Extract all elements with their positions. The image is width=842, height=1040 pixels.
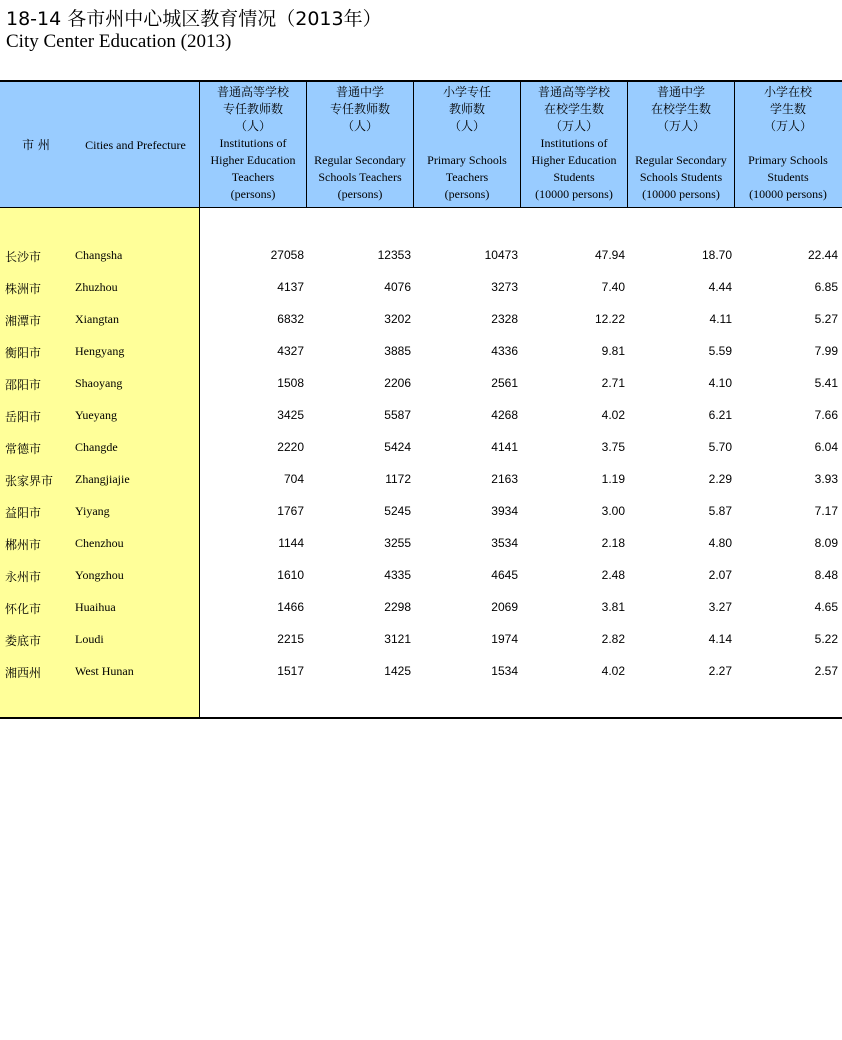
header-cn-line: 教师数	[448, 102, 485, 116]
value-cell: 2206	[384, 376, 411, 390]
value-cell: 1517	[277, 664, 304, 678]
header-en-line: Institutions of	[219, 136, 287, 150]
header-cn-line: （人）	[234, 119, 271, 133]
value-cell: 3121	[384, 632, 411, 646]
value-cell: 2163	[491, 472, 518, 486]
value-cell: 2.18	[601, 536, 625, 550]
value-cell: 4.02	[601, 664, 625, 678]
header-en-line: Schools Students	[639, 170, 723, 184]
value-cell: 6.21	[708, 408, 732, 422]
value-cell: 5.59	[708, 344, 732, 358]
city-name-en: Changde	[75, 440, 118, 454]
value-cell: 3273	[491, 280, 518, 294]
value-cell: 47.94	[594, 248, 625, 262]
value-cell: 5424	[384, 440, 411, 454]
header-city-en: Cities and Prefecture	[85, 137, 186, 152]
city-name-en: Yongzhou	[75, 568, 124, 582]
value-cell: 5.41	[814, 376, 838, 390]
header-en-line: Higher Education	[531, 153, 617, 167]
header-column-3	[414, 82, 520, 208]
page-title-cn: 18-14 各市州中心城区教育情况（2013年）	[6, 8, 382, 30]
table-row	[0, 272, 842, 304]
city-name-cn: 常德市	[5, 442, 42, 456]
city-name-en: Xiangtan	[75, 312, 119, 326]
table-row	[0, 528, 842, 560]
value-cell: 4645	[491, 568, 518, 582]
header-en-line: Primary Schools	[748, 153, 828, 167]
value-cell: 4327	[277, 344, 304, 358]
value-cell: 2561	[491, 376, 518, 390]
header-cn-line: 专任教师数	[329, 102, 390, 116]
city-name-en: Huaihua	[75, 600, 116, 614]
value-cell: 22.44	[807, 248, 838, 262]
value-cell: 8.48	[814, 568, 838, 582]
value-cell: 27058	[270, 248, 304, 262]
header-column-5	[628, 82, 734, 208]
header-cn-line: 普通中学	[656, 85, 705, 99]
value-cell: 1767	[277, 504, 304, 518]
table-row	[0, 560, 842, 592]
city-name-cn: 湘西州	[5, 666, 42, 680]
value-cell: 3.75	[601, 440, 625, 454]
value-cell: 6832	[277, 312, 304, 326]
value-cell: 6.04	[814, 440, 838, 454]
value-cell: 4268	[491, 408, 518, 422]
header-en-line: (10000 persons)	[749, 187, 827, 201]
value-cell: 4076	[384, 280, 411, 294]
value-cell: 1144	[278, 536, 304, 550]
header-en-line: (10000 persons)	[535, 187, 613, 201]
table-row	[0, 400, 842, 432]
city-name-cn: 衡阳市	[5, 346, 42, 360]
table-row	[0, 592, 842, 624]
value-cell: 4.65	[814, 600, 838, 614]
value-cell: 7.40	[601, 280, 625, 294]
header-en-line: Primary Schools	[427, 153, 507, 167]
value-cell: 8.09	[814, 536, 838, 550]
value-cell: 5.87	[708, 504, 732, 518]
city-name-cn: 永州市	[5, 570, 42, 584]
value-cell: 3.81	[601, 600, 625, 614]
header-en-line: (10000 persons)	[642, 187, 720, 201]
city-name-cn: 张家界市	[5, 474, 54, 488]
city-name-cn: 湘潭市	[5, 314, 42, 328]
city-name-cn: 益阳市	[5, 506, 42, 520]
value-cell: 12353	[377, 248, 411, 262]
value-cell: 7.66	[814, 408, 838, 422]
header-en-line: (persons)	[230, 187, 276, 201]
value-cell: 1.19	[601, 472, 625, 486]
header-column-6	[735, 82, 841, 208]
header-cn-line: （人）	[341, 119, 378, 133]
header-cn-line: 学生数	[769, 102, 806, 116]
header-cn-line: 小学专任	[442, 85, 491, 99]
bottom-rule	[0, 717, 842, 719]
city-name-cn: 郴州市	[5, 538, 42, 552]
city-name-en: Shaoyang	[75, 376, 123, 390]
value-cell: 3.27	[708, 600, 732, 614]
value-cell: 5.22	[814, 632, 838, 646]
city-name-cn: 怀化市	[5, 602, 42, 616]
value-cell: 3534	[491, 536, 518, 550]
city-name-en: Hengyang	[75, 344, 125, 358]
value-cell: 3934	[491, 504, 518, 518]
city-name-en: Yueyang	[75, 408, 117, 422]
header-en-line: (persons)	[444, 187, 490, 201]
value-cell: 3202	[384, 312, 411, 326]
header-en-line: Students	[767, 170, 809, 184]
header-cn-line: 普通高等学校	[216, 85, 289, 99]
city-name-en: Chenzhou	[75, 536, 124, 550]
city-name-cn: 娄底市	[5, 634, 42, 648]
value-cell: 1466	[277, 600, 304, 614]
header-cn-line: 普通高等学校	[537, 85, 610, 99]
value-cell: 4.11	[709, 312, 732, 326]
value-cell: 2220	[277, 440, 304, 454]
header-cn-line: 普通中学	[335, 85, 384, 99]
table-row	[0, 368, 842, 400]
value-cell: 7.99	[814, 344, 838, 358]
value-cell: 6.85	[814, 280, 838, 294]
table-row	[0, 656, 842, 688]
header-cn-line: 在校学生数	[543, 102, 604, 116]
table-row	[0, 624, 842, 656]
value-cell: 1610	[277, 568, 304, 582]
city-name-en: Yiyang	[75, 504, 110, 518]
value-cell: 9.81	[601, 344, 625, 358]
value-cell: 3885	[384, 344, 411, 358]
city-name-en: Changsha	[75, 248, 123, 262]
value-cell: 704	[283, 472, 304, 486]
table-row	[0, 464, 842, 496]
header-city-cn: 市 州	[22, 137, 50, 152]
header-en-line: Regular Secondary	[635, 153, 727, 167]
value-cell: 1425	[384, 664, 411, 678]
header-cn-line: （人）	[448, 119, 485, 133]
value-cell: 2215	[277, 632, 304, 646]
header-cn-line: 小学在校	[763, 85, 812, 99]
header-cn-line: （万人）	[763, 119, 812, 133]
city-name-en: Zhuzhou	[75, 280, 118, 294]
city-name-en: Zhangjiajie	[75, 472, 130, 486]
value-cell: 1974	[491, 632, 518, 646]
header-cn-line: 在校学生数	[650, 102, 711, 116]
value-cell: 2.82	[601, 632, 625, 646]
value-cell: 1534	[491, 664, 518, 678]
value-cell: 4.02	[601, 408, 625, 422]
city-name-cn: 邵阳市	[5, 378, 42, 392]
header-en-line: Institutions of	[540, 136, 608, 150]
city-name-en: West Hunan	[75, 664, 134, 678]
header-en-line: Students	[553, 170, 595, 184]
value-cell: 2.71	[601, 376, 625, 390]
page-title-en: City Center Education (2013)	[6, 31, 232, 52]
value-cell: 2069	[491, 600, 518, 614]
header-cn-line: 专任教师数	[222, 102, 283, 116]
value-cell: 2.48	[601, 568, 625, 582]
value-cell: 5587	[384, 408, 411, 422]
value-cell: 3.00	[601, 504, 625, 518]
header-en-line: (persons)	[337, 187, 383, 201]
value-cell: 4137	[277, 280, 304, 294]
value-cell: 7.17	[814, 504, 838, 518]
header-en-line: Schools Teachers	[318, 170, 402, 184]
table-row	[0, 496, 842, 528]
value-cell: 4335	[384, 568, 411, 582]
value-cell: 18.70	[701, 248, 732, 262]
value-cell: 3.93	[814, 472, 838, 486]
value-cell: 5.70	[708, 440, 732, 454]
value-cell: 4.14	[708, 632, 732, 646]
header-en-line: Teachers	[231, 170, 275, 184]
value-cell: 2.57	[814, 664, 838, 678]
header-cn-line: （万人）	[656, 119, 705, 133]
city-name-cn: 长沙市	[5, 250, 42, 264]
header-en-line: Teachers	[445, 170, 489, 184]
table-row	[0, 240, 842, 272]
value-cell: 2.27	[708, 664, 732, 678]
header-en-line: Higher Education	[210, 153, 296, 167]
value-cell: 2328	[491, 312, 518, 326]
city-name-en: Loudi	[75, 632, 104, 646]
value-cell: 1172	[385, 472, 411, 486]
value-cell: 1508	[277, 376, 304, 390]
header-en-line: Regular Secondary	[314, 153, 406, 167]
value-cell: 5.27	[814, 312, 838, 326]
header-column-1	[200, 82, 306, 208]
value-cell: 4336	[491, 344, 518, 358]
value-cell: 2.07	[708, 568, 732, 582]
city-name-cn: 岳阳市	[5, 410, 42, 424]
table-row	[0, 432, 842, 464]
education-table	[0, 80, 842, 720]
value-cell: 4.44	[708, 280, 732, 294]
value-cell: 5245	[384, 504, 411, 518]
value-cell: 4141	[491, 440, 518, 454]
value-cell: 3255	[384, 536, 411, 550]
value-cell: 2.29	[708, 472, 732, 486]
header-column-2	[307, 82, 413, 208]
value-cell: 4.10	[708, 376, 732, 390]
table-row	[0, 336, 842, 368]
value-cell: 3425	[277, 408, 304, 422]
value-cell: 10473	[484, 248, 518, 262]
value-cell: 4.80	[708, 536, 732, 550]
table-row	[0, 304, 842, 336]
header-column-4	[521, 82, 627, 208]
header-cn-line: （万人）	[549, 119, 598, 133]
value-cell: 12.22	[594, 312, 625, 326]
value-cell: 2298	[384, 600, 411, 614]
city-name-cn: 株洲市	[5, 282, 42, 296]
